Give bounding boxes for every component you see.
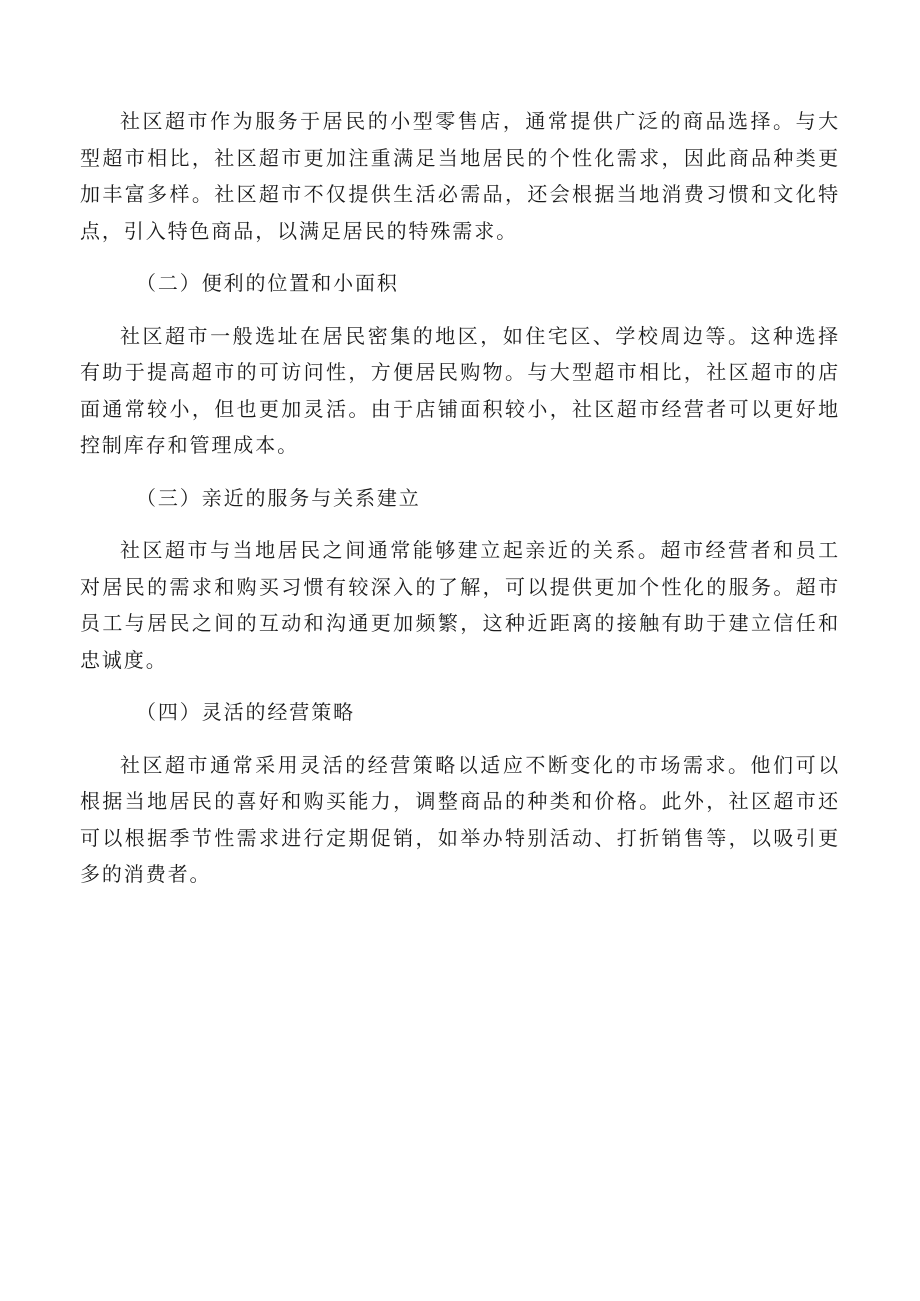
section-heading-strategy: （四）灵活的经营策略 bbox=[136, 700, 355, 724]
paragraph-location: 社区超市一般选址在居民密集的地区，如住宅区、学校周边等。这种选择有助于提高超市的可访问性，方便居民购物。与大型超市相比，社区超市的店面通常较小，但也更加灵活。由于店铺面积较小，社区超市经营者可以更好地控制库存和管理成本。 bbox=[80, 323, 840, 457]
paragraph-strategy: 社区超市通常采用灵活的经营策略以适应不断变化的市场需求。他们可以根据当地居民的喜好和购买能力，调整商品的种类和价格。此外，社区超市还可以根据季节性需求进行定期促销，如举办特别活动、打折销售等，以吸引更多的消费者。 bbox=[80, 752, 840, 886]
paragraph-product-variety: 社区超市作为服务于居民的小型零售店，通常提供广泛的商品选择。与大型超市相比，社区超市更加注重满足当地居民的个性化需求，因此商品种类更加丰富多样。社区超市不仅提供生活必需品，还会根据当地消费习惯和文化特点，引入特色商品，以满足居民的特殊需求。 bbox=[80, 109, 840, 243]
document-body bbox=[80, 103, 840, 893]
section-heading-location: （二）便利的位置和小面积 bbox=[136, 271, 399, 295]
paragraph-service: 社区超市与当地居民之间通常能够建立起亲近的关系。超市经营者和员工对居民的需求和购买习惯有较深入的了解，可以提供更加个性化的服务。超市员工与居民之间的互动和沟通更加频繁，这种近距离的接触有助于建立信任和忠诚度。 bbox=[80, 538, 840, 672]
section-heading-service: （三）亲近的服务与关系建立 bbox=[136, 485, 421, 510]
